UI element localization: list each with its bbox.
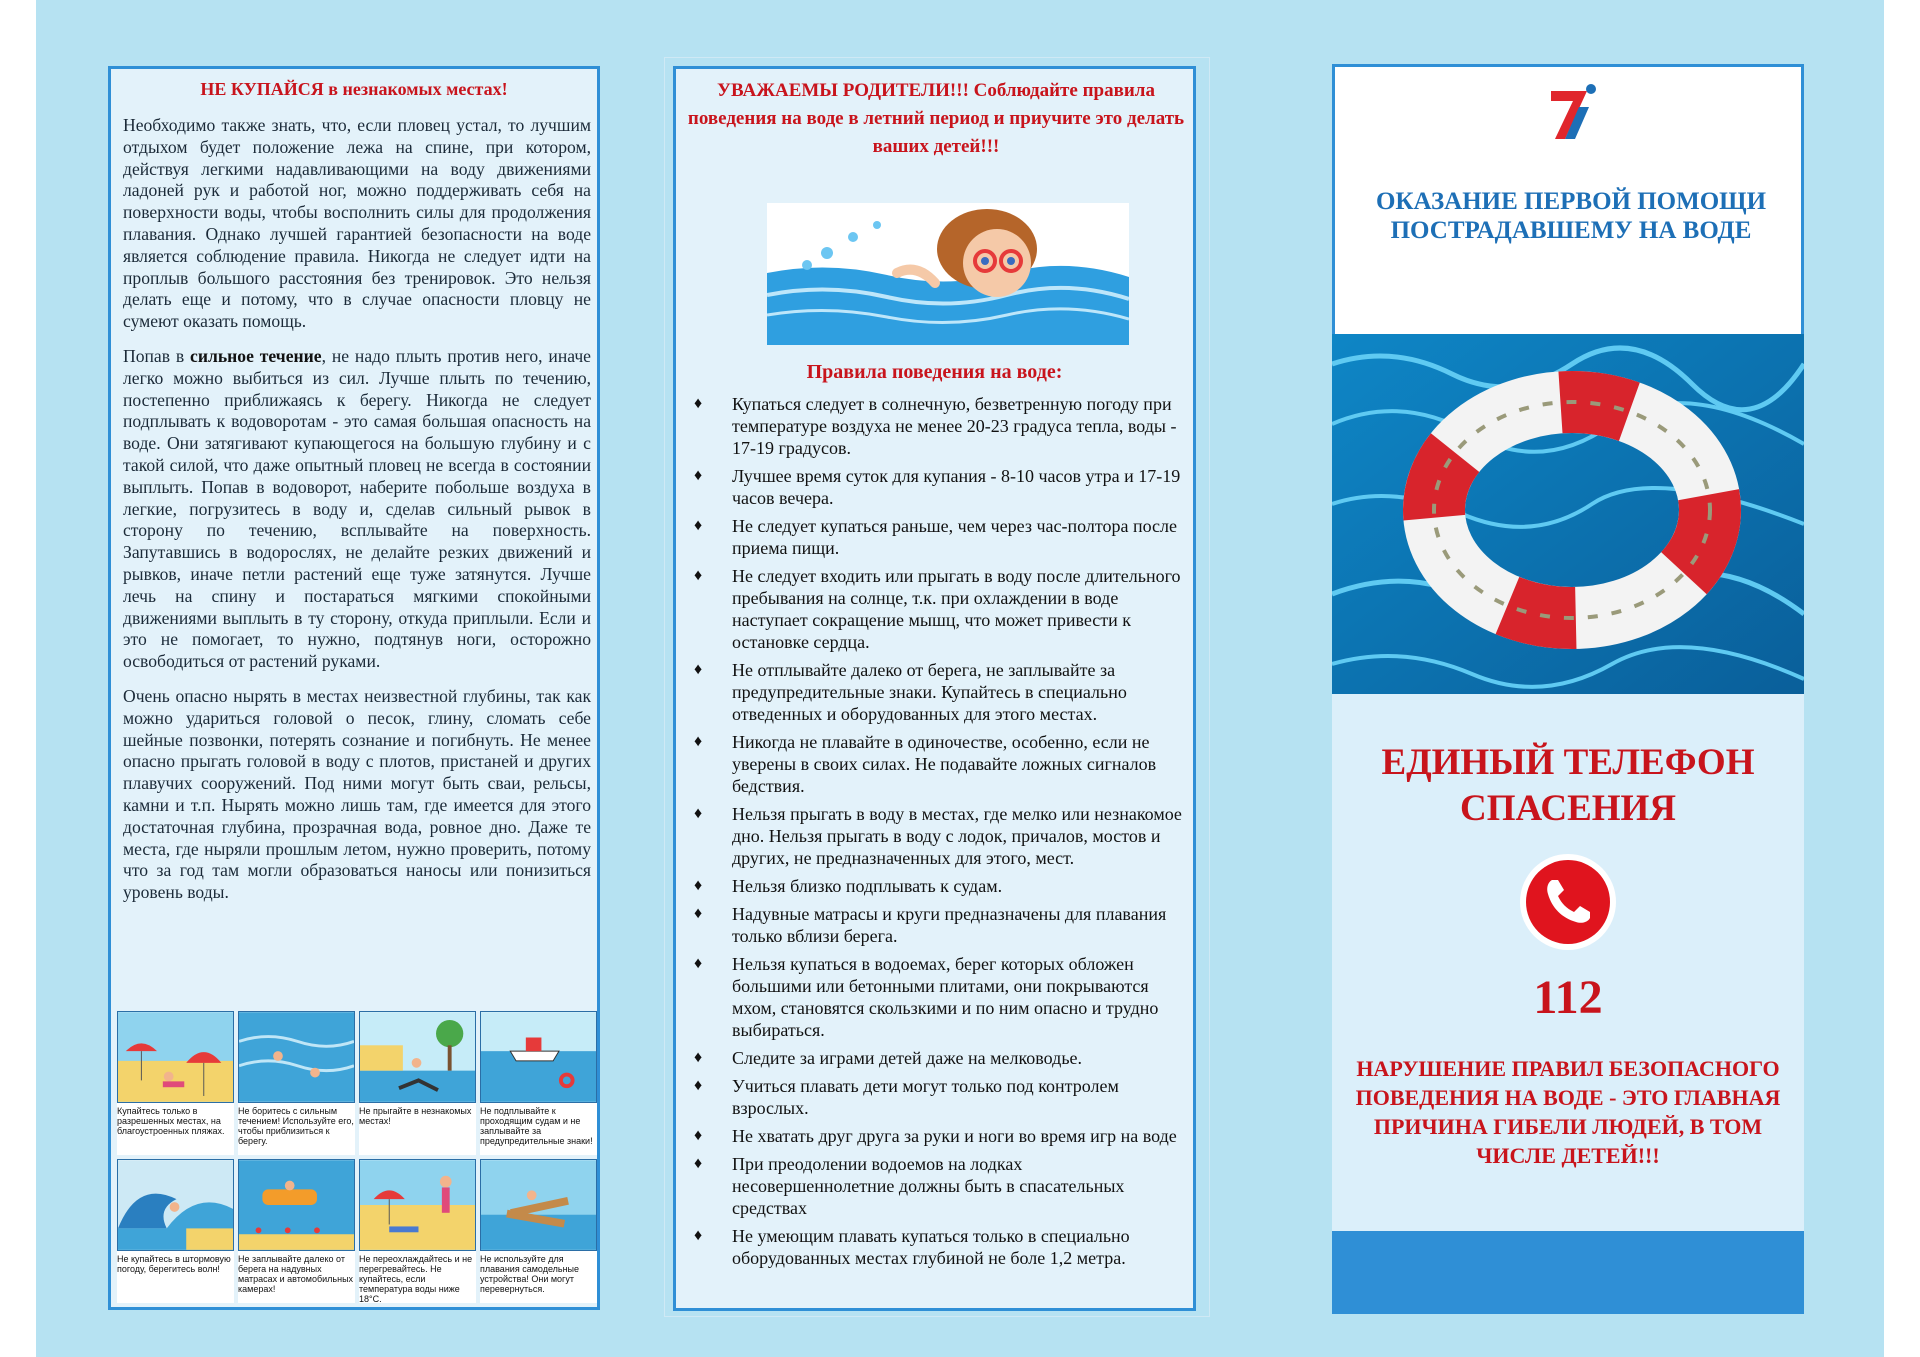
rules-subheading: Правила поведения на воде: [806,361,1063,383]
pictogram [117,1011,234,1155]
bullet-icon: ♦ [694,1155,703,1172]
paragraph-current: Попав в сильное течение, не надо плыть против него, иначе легко можно выбиться из сил. Лучше плыть по течению, постепенно приближаясь к берегу. Никогда не следует подплывать к водоворотам - это самая большая опасность на воде. Они затягивают купающегося на большую глубину и с такой силой, что даже опытный пловец не всегда в состоянии выплыть. Попав в водоворот, наберите побольше воздуха в легкие, погрузитесь в воду и, сделав сильный рывок в сторону по течению, всплывайте на поверхность. Запутавшись в водорослях, не делайте резких движений и рывков, иначе петли растений еще туже затянутся. Лучше лечь на спину и постараться мягкими спокойными движениями выплыть в ту сторону, откуда приплыли. Если и это не помогает, то нужно, подтянув ноги, осторожно освободиться от растений руками. [123,345,591,672]
list-item: ♦ Следите за играми детей даже на мелководье. [694,1048,1083,1068]
list-item: ♦ Нельзя купаться в водоемах, берег которых обложен большими или бетонными плитами, они покрываются мхом, становятся скользкими и по ним опасно и трудно выбираться. [694,954,1159,1040]
middle-panel [673,66,1196,1311]
bullet-icon: ♦ [694,1127,703,1144]
left-panel [108,66,600,1310]
pictogram [359,1159,476,1303]
bullet-icon: ♦ [694,1227,703,1244]
pictogram-mattress-image [238,1159,355,1251]
left-panel-text [123,115,591,917]
pictogram-caption: Не используйте для плавания самодельные устройства! Они могут перевернуться. [480,1254,580,1294]
pictogram [480,1011,597,1155]
left-panel-title: НЕ КУПАЙСЯ в незнакомых местах! [200,79,508,99]
pictogram-caption: Не заплывайте далеко от берега на надувных матрасах и автомобильных камерах! [238,1254,354,1294]
bullet-icon: ♦ [694,1077,703,1094]
list-item: ♦ Нельзя прыгать в воду в местах, где мелко или незнакомое дно. Нельзя прыгать в воду с лодок, причалов, мостов и других, не предназначенных для этого, мест. [694,804,1182,868]
swimmer-image [767,203,1129,345]
bullet-icon: ♦ [694,877,703,894]
rules-list [690,393,1188,1275]
bullet-icon: ♦ [694,905,703,922]
bullet-icon: ♦ [694,661,703,678]
pictogram-caption: Купайтесь только в разрешенных местах, на благоустроенных пляжах. [117,1106,225,1136]
list-item: ♦ Не следует купаться раньше, чем через час-полтора после приема пищи. [694,516,1178,558]
cover-footer-bar [1332,1231,1804,1314]
cover-title: ОКАЗАНИЕ ПЕРВОЙ ПОМОЩИ ПОСТРАДАВШЕМУ НА ВОДЕ [1375,188,1767,244]
pictogram-jump-image [359,1011,476,1103]
bullet-icon: ♦ [694,1049,703,1066]
pictogram [359,1011,476,1155]
warning-text: НАРУШЕНИЕ ПРАВИЛ БЕЗОПАСНОГО ПОВЕДЕНИЯ НА ВОДЕ - ЭТО ГЛАВНАЯ ПРИЧИНА ГИБЕЛИ ЛЮДЕЙ, В ТОМ ЧИСЛЕ ДЕТЕЙ!!! [1355,1056,1781,1168]
pictogram-storm-image [117,1159,234,1251]
list-item: ♦ Никогда не плавайте в одиночестве, особенно, если не уверены в своих силах. Не подавайте ложных сигналов бедствия. [694,732,1157,796]
strong-current-term: сильное течение [190,345,322,366]
pictogram-current-image [238,1011,355,1103]
paragraph-rest: Необходимо также знать, что, если пловец устал, то лучшим отдыхом будет положение лежа на спине, при котором, действуя легкими надавливающими на воду движениями ладоней рук и работой ног, можно поддерживать себя на поверхности воды, чтобы восполнить силы для продолжения плавания. Однако лучшей гарантией безопасности на воде является соблюдение правила. Никогда не следует идти на проплыв большого расстояния без тренировок. Это нельзя делать еще и потому, что в случае опасности пловцу не сумеют оказать помощь. [123,115,591,332]
pictogram-ship-image [480,1011,597,1103]
parents-heading: УВАЖАЕМЫ РОДИТЕЛИ!!! Соблюдайте правила поведения на воде в летний период и приучите это делать ваших детей!!! [687,80,1185,157]
lifebuoy-image [1332,334,1804,694]
phone-icon [1518,852,1618,952]
pictogram-sun-image [359,1159,476,1251]
pictogram [238,1011,355,1155]
list-item: ♦ Надувные матрасы и круги предназначены для плавания только вблизи берега. [694,904,1167,946]
emergency-phone-number: 112 [1533,971,1603,1024]
pictogram-raft-image [480,1159,597,1251]
paragraph-diving: Очень опасно нырять в местах неизвестной глубины, так как можно удариться головой о песок, глину, сломать себе шейные позвонки, потерять сознание и погибнуть. Не менее опасно прыгать головой в воду с плотов, пристаней и других плавучих сооружений. Под ними могут быть сваи, рельсы, камни и т.п. Нырять можно лишь там, где имеется для этого достаточная глубина, прозрачная вода, ровное дно. Даже те места, где ныряли прошлым летом, нужно проверить, потому что за год там могли образоваться наносы или понизиться уровень воды. [123,685,591,903]
bullet-icon: ♦ [694,733,703,750]
list-item: ♦ Не следует входить или прыгать в воду после длительного пребывания на солнце, т.к. при охлаждении в воде наступает сокращение мышц, что может привести к остановке сердца. [694,566,1181,652]
pictogram-caption: Не переохлаждайтесь и не перегревайтесь. Не купайтесь, если температура воды ниже 18°C. [359,1254,473,1304]
pictogram [480,1159,597,1303]
list-item: ♦ Не умеющим плавать купаться только в специально оборудованных местах глубиной не боле 1,2 метра. [694,1226,1130,1268]
emergency-phone-title: ЕДИНЫЙ ТЕЛЕФОН СПАСЕНИЯ [1381,742,1755,829]
pictogram-grid [117,1011,597,1303]
bullet-icon: ♦ [694,567,703,584]
list-item: ♦ При преодолении водоемов на лодках несовершеннолетние должны быть в спасательных средствах [694,1154,1125,1218]
bullet-icon: ♦ [694,805,703,822]
list-item: ♦ Не отплывайте далеко от берега, не заплывайте за предупредительные знаки. Купайтесь в специально отведенных и оборудованных для этого местах. [694,660,1127,724]
brand-logo-icon [1545,79,1599,147]
bullet-icon: ♦ [694,467,703,484]
cover-header [1332,64,1804,334]
pictogram-caption: Не подплывайте к проходящим судам и не заплывайте за предупредительные знаки! [480,1106,593,1146]
pictogram-caption: Не боритесь с сильным течением! Используйте его, чтобы приблизиться к берегу. [238,1106,354,1146]
list-item: ♦ Учиться плавать дети могут только под контролем взрослых. [694,1076,1119,1118]
list-item: ♦ Нельзя близко подплывать к судам. [694,876,1003,896]
list-item: ♦ Лучшее время суток для купания - 8-10 часов утра и 17-19 часов вечера. [694,466,1181,508]
bullet-icon: ♦ [694,517,703,534]
bullet-icon: ♦ [694,395,703,412]
pictogram-beach-image [117,1011,234,1103]
bullet-icon: ♦ [694,955,703,972]
pictogram [238,1159,355,1303]
list-item: ♦ Не хватать друг друга за руки и ноги во время игр на воде [694,1126,1177,1146]
list-item: ♦ Купаться следует в солнечную, безветренную погоду при температуре воздуха не менее 20-23 градуса тепла, воды - 17-19 градусов. [694,394,1177,458]
right-panel [1332,64,1804,1314]
pictogram-caption: Не прыгайте в незнакомых местах! [359,1106,472,1126]
pictogram-caption: Не купайтесь в штормовую погоду, берегитесь волн! [117,1254,231,1274]
pictogram [117,1159,234,1303]
